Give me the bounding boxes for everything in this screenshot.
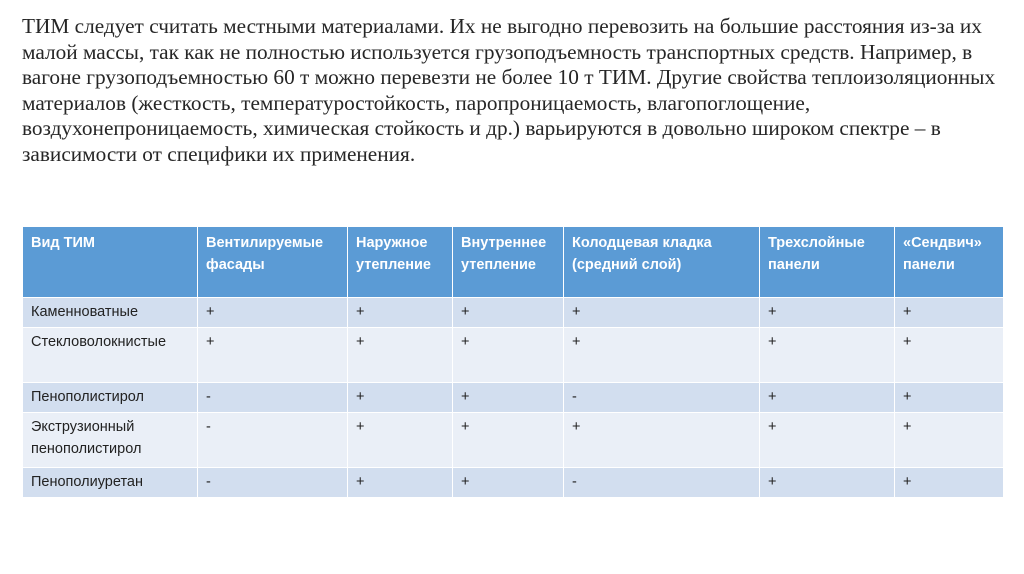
table-row	[23, 467, 1004, 497]
table-cell: +	[760, 412, 895, 467]
table-cell: +	[760, 297, 895, 327]
row-label: Стекловолокнистые	[23, 327, 198, 382]
table-cell: +	[198, 327, 348, 382]
row-label: Пенополистирол	[23, 382, 198, 412]
row-label: Пенополиуретан	[23, 467, 198, 497]
table-cell: +	[453, 412, 564, 467]
table-cell: +	[348, 467, 453, 497]
table-cell: +	[453, 467, 564, 497]
table-cell: +	[564, 297, 760, 327]
table-cell: +	[564, 412, 760, 467]
table-cell: +	[760, 467, 895, 497]
table-cell: -	[198, 382, 348, 412]
table-cell: +	[198, 297, 348, 327]
table-cell: +	[760, 382, 895, 412]
header-cell-three-layer-panels: Трехслойные панели	[760, 227, 895, 297]
table-cell: +	[348, 327, 453, 382]
table-cell: +	[453, 297, 564, 327]
table-cell: -	[198, 467, 348, 497]
table-cell: +	[348, 382, 453, 412]
table-row	[23, 327, 1004, 382]
row-label: Каменноватные	[23, 297, 198, 327]
table-cell: +	[895, 467, 1004, 497]
table-cell: -	[198, 412, 348, 467]
header-cell-ventilated-facades: Вентилируемые фасады	[198, 227, 348, 297]
table-cell: +	[453, 382, 564, 412]
table-cell: +	[348, 297, 453, 327]
table-cell: +	[453, 327, 564, 382]
table-cell: +	[760, 327, 895, 382]
table-header-row	[23, 227, 1004, 297]
header-cell-well-masonry: Колодцевая кладка (средний слой)	[564, 227, 760, 297]
header-cell-material-type: Вид ТИМ	[23, 227, 198, 297]
table-row	[23, 297, 1004, 327]
tim-applications-table	[22, 227, 1004, 497]
table-cell: -	[564, 382, 760, 412]
header-cell-sandwich-panels: «Сендвич» панели	[895, 227, 1004, 297]
table-cell: +	[895, 297, 1004, 327]
row-label: Экструзионный пенополистирол	[23, 412, 198, 467]
table-cell: +	[895, 412, 1004, 467]
header-cell-external-insulation: Наружное утепление	[348, 227, 453, 297]
intro-paragraph: ТИМ следует считать местными материалами. Их не выгодно перевозить на большие расстояния из-за их малой массы, так как не полностью используется грузоподъемность транспортных средств. Например, в вагоне грузоподъемностью 60 т можно перевезти не более 10 т ТИМ. Другие свойства теплоизоляционных материалов (жесткость, температуростойкость, паропроницаемость, влагопоглощение, воздухонепроницаемость, химическая стойкость и др.) варьируются в довольно широком спектре – в зависимости от специфики их применения.	[22, 14, 996, 166]
table-cell: +	[895, 327, 1004, 382]
table-cell: +	[564, 327, 760, 382]
table-cell: +	[895, 382, 1004, 412]
table-cell: -	[564, 467, 760, 497]
table-row	[23, 382, 1004, 412]
table-row	[23, 412, 1004, 467]
header-cell-internal-insulation: Внутреннее утепление	[453, 227, 564, 297]
table-cell: +	[348, 412, 453, 467]
